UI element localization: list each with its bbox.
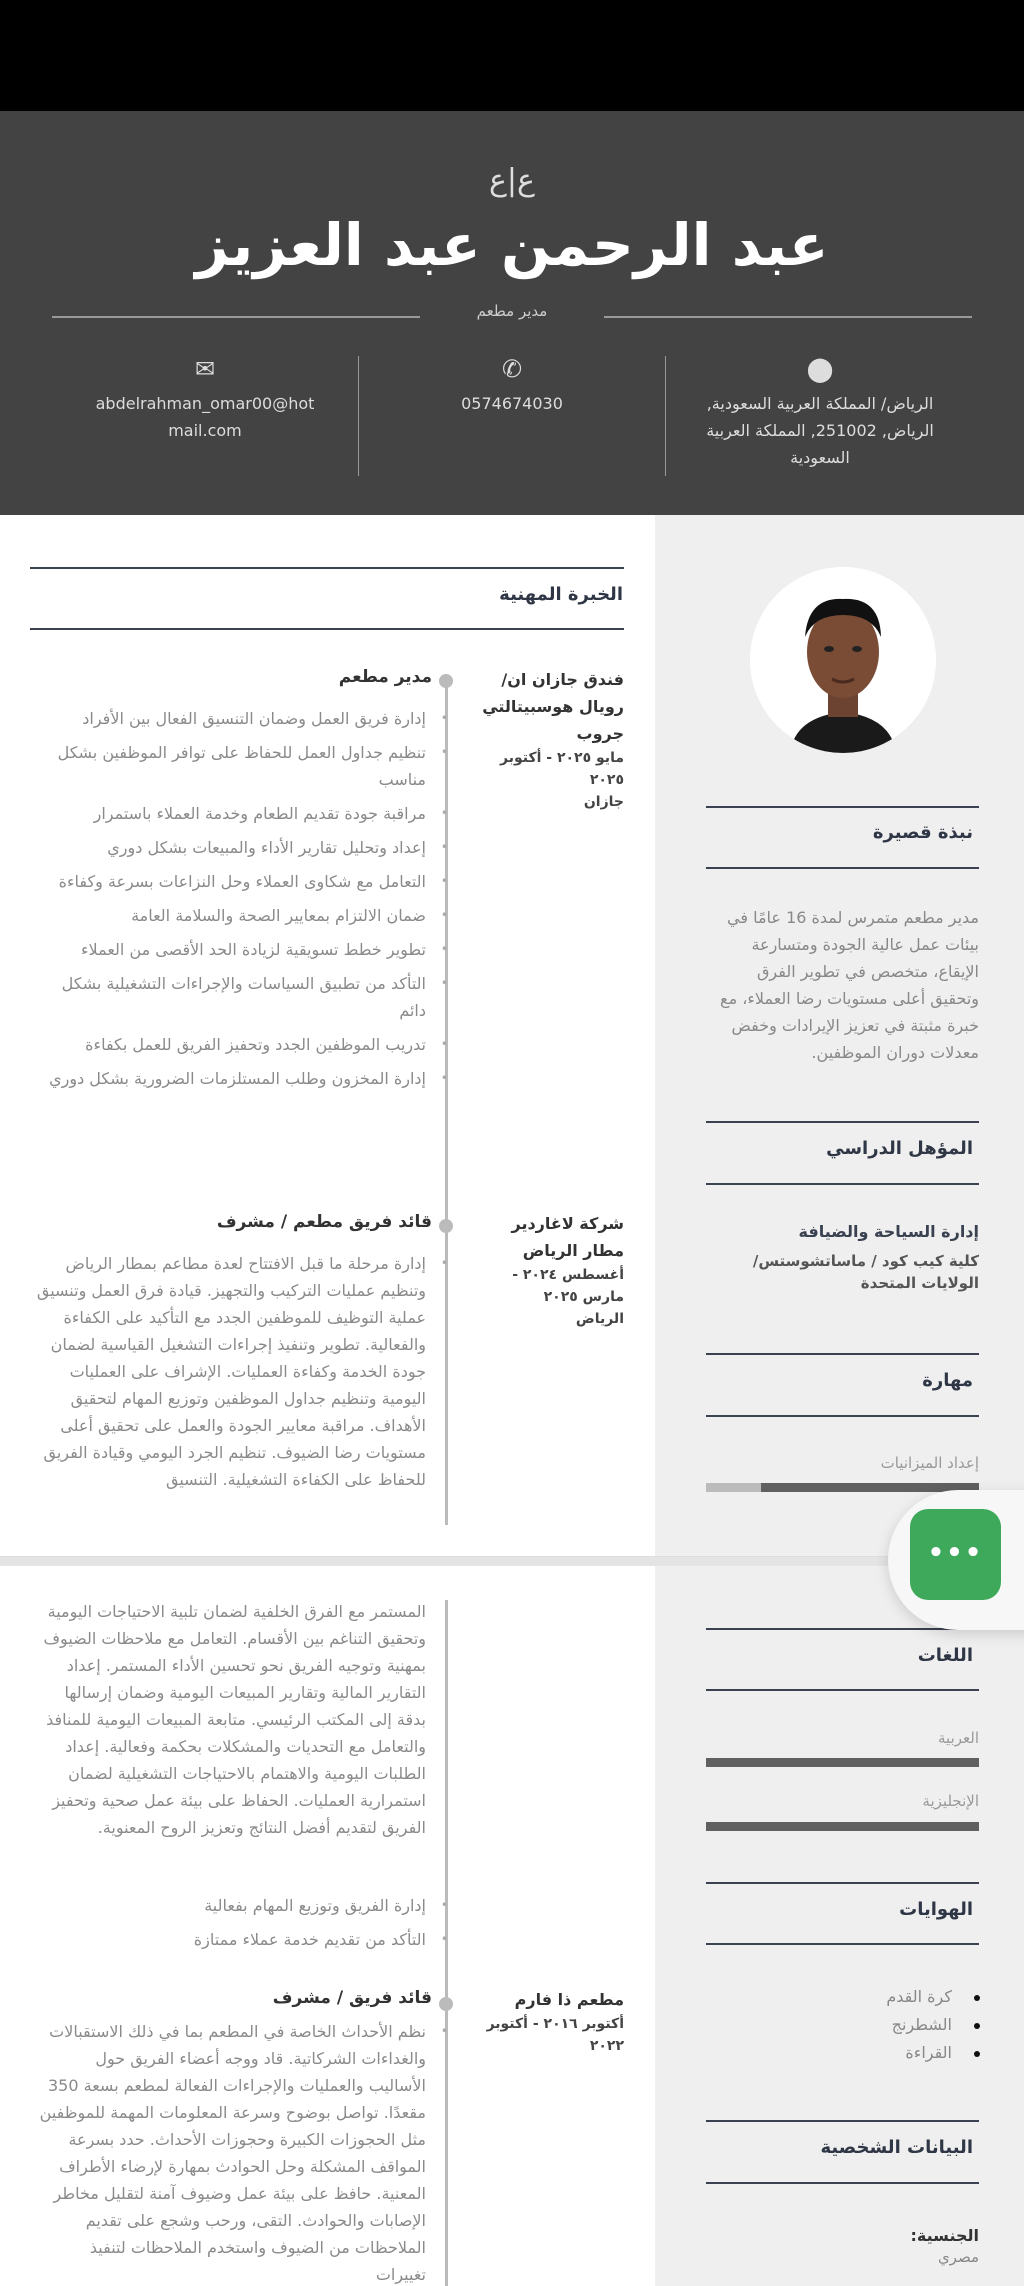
company-name: فندق جازان ان/ رويال هوسبيتالتي جروب <box>482 670 624 743</box>
section-rule <box>30 567 624 569</box>
section-rule <box>706 867 979 869</box>
timeline-dot <box>439 1997 453 2011</box>
nationality-label: الجنسية: <box>910 2226 979 2245</box>
list-item: كرة القدم <box>709 1983 982 2011</box>
list-item: الشطرنج <box>709 2011 982 2039</box>
section-title: المؤهل الدراسي <box>826 1138 973 1159</box>
job-location: الرياض <box>575 1311 624 1327</box>
job-dates: أغسطس ٢٠٢٤ - مارس ٢٠٢٥ <box>512 1267 624 1305</box>
more-dots-icon: ••• <box>927 1538 984 1568</box>
envelope-icon: ✉ <box>194 355 216 383</box>
job-dates: مايو ٢٠٢٥ - أكتوبر ٢٠٢٥ <box>500 750 624 788</box>
job-bullets <box>36 1250 426 1500</box>
job-role: مدير مطعم <box>338 667 432 687</box>
contact-address <box>705 356 935 471</box>
list-item: • نظم الأحداث الخاصة في المطعم بما في ذلك الاستقبالات والغداءات الشركاتية. قاد ووجه أعضاء الفريق حول الأساليب والعمليات والإجراءات الفعالة لمطعم بسعة 350 مقعدًا. تواصل بوضوح وسرعة المعلومات المهمة للموظفين مثل الحجوزات الكبيرة وحجوزات الأحداث. حدد بسرعة المواقف المشكلة وحل الحوادث بمهارة لإرضاء الأطراف المعنية. حافظ على بيئة عمل وضيوف آمنة لتقليل مخاطر الإصابات والحوادث. التقى، ورحب وشجع على تقديم الملاحظات من الضيوف واستخدم الملاحظات لتنفيذ تغييرات <box>36 2018 426 2286</box>
job-bullets <box>36 1892 426 1960</box>
section-rule <box>706 806 979 808</box>
section-title: الهوايات <box>899 1899 973 1920</box>
skill-level-bar <box>706 1483 979 1492</box>
list-item: • تطوير خطط تسويقية لزيادة الحد الأقصى من العملاء <box>36 936 426 963</box>
section-title: الخبرة المهنية <box>499 584 623 605</box>
divider <box>604 316 972 318</box>
list-item: • إدارة الفريق وتوزيع المهام بفعالية <box>36 1892 426 1919</box>
list-item: • تنظيم جداول العمل للحفاظ على توافر الموظفين بشكل مناسب <box>36 739 426 793</box>
list-item: • التعامل مع شكاوى العملاء وحل النزاعات بسرعة وكفاءة <box>36 868 426 895</box>
nationality-value: مصري <box>937 2248 979 2266</box>
email-text[interactable]: abdelrahman_omar00@hotmail.com <box>95 394 315 440</box>
language-label: الإنجليزية <box>922 1792 979 1810</box>
contact-email[interactable] <box>90 356 320 444</box>
candidate-name: عبد الرحمن عبد العزيز <box>195 211 829 279</box>
section-title: نبذة قصيرة <box>872 822 973 843</box>
language-level-bar <box>706 1758 979 1767</box>
job-role: قائد فريق / مشرف <box>272 1988 432 2008</box>
job-title: مدير مطعم <box>476 302 548 320</box>
school-name: كلية كيب كود / ماساتشوستس/ الولايات المتحدة <box>752 1252 979 1292</box>
profile-photo <box>750 567 936 753</box>
language-level-bar <box>706 1822 979 1831</box>
job-role: قائد فريق مطعم / مشرف <box>216 1212 432 1232</box>
section-rule <box>706 1415 979 1417</box>
company-name: شركة لاغاردير مطار الرياض <box>511 1214 624 1260</box>
list-item: القراءة <box>709 2039 982 2067</box>
job-bullets <box>36 705 426 1099</box>
timeline-dot <box>439 674 453 688</box>
section-rule <box>706 1353 979 1355</box>
list-item: • ضمان الالتزام بمعايير الصحة والسلامة العامة <box>36 902 426 929</box>
list-item: • إعداد وتحليل تقارير الأداء والمبيعات بشكل دوري <box>36 834 426 861</box>
job-bullets <box>36 2018 426 2286</box>
section-rule <box>706 1882 979 1884</box>
list-item: • مراقبة جودة تقديم الطعام وخدمة العملاء باستمرار <box>36 800 426 827</box>
language-level-fill <box>706 1758 979 1767</box>
section-rule <box>706 1183 979 1185</box>
resume-header <box>0 111 1024 515</box>
section-rule <box>706 2120 979 2122</box>
list-item: • إدارة المخزون وطلب المستلزمات الضرورية بشكل دوري <box>36 1065 426 1092</box>
more-options-button[interactable] <box>910 1509 1001 1600</box>
section-rule <box>706 2182 979 2184</box>
page-break <box>0 1556 1024 1566</box>
summary-text: مدير مطعم متمرس لمدة 16 عامًا في بيئات عمل عالية الجودة ومتسارعة الإيقاع، متخصص في تطوير الفرق وتحقيق أعلى مستويات رضا العملاء، مع خبرة مثبتة في تعزيز الإيرادات وخفض معدلات دوران الموظفين. <box>720 908 979 1062</box>
section-rule <box>706 1689 979 1691</box>
location-pin-icon: ⬤ <box>806 355 834 383</box>
job-company <box>470 666 624 813</box>
job-company <box>470 1986 624 2057</box>
phone-icon: ✆ <box>501 355 523 383</box>
skill-label: إعداد الميزانيات <box>880 1454 979 1472</box>
monogram-logo: ع|ع <box>489 163 535 198</box>
section-rule <box>30 628 624 630</box>
job-location: جازان <box>583 794 624 810</box>
avatar-image <box>750 567 936 753</box>
section-rule <box>706 1943 979 1945</box>
job-bullets <box>36 1598 426 1848</box>
list-item: • التأكد من تطبيق السياسات والإجراءات التشغيلية بشكل دائم <box>36 970 426 1024</box>
top-black-bar <box>0 0 1024 111</box>
section-title: اللغات <box>917 1645 973 1666</box>
section-title: مهارة <box>922 1370 973 1391</box>
section-rule <box>706 1628 979 1630</box>
phone-text[interactable]: 0574674030 <box>461 394 563 413</box>
language-label: العربية <box>938 1729 979 1747</box>
job-dates: أكتوبر ٢٠١٦ - أكتوبر ٢٠٢٢ <box>486 2016 624 2054</box>
hobbies-list <box>709 1983 982 2067</box>
timeline-dot <box>439 1219 453 1233</box>
list-item: • التأكد من تقديم خدمة عملاء ممتازة <box>36 1926 426 1953</box>
section-title: البيانات الشخصية <box>820 2137 973 2158</box>
contact-phone[interactable] <box>400 356 624 417</box>
list-item: • إدارة فريق العمل وضمان التنسيق الفعال بين الأفراد <box>36 705 426 732</box>
language-level-fill <box>706 1822 979 1831</box>
job-company <box>470 1210 624 1330</box>
company-name: مطعم ذا فارم <box>514 1990 624 2009</box>
address-text: الرياض/ المملكة العربية السعودية, الرياض, 251002, المملكة العربية السعودية <box>706 394 934 467</box>
bullet-item: • إدارة مرحلة ما قبل الافتتاح لعدة مطاعم بمطار الرياض وتنظيم عمليات التركيب والتجهيز. قيادة فرق العمل وتنسيق عملية التوظيف للموظفين الجدد مع التأكيد على الكفاءة والفعالية. تطوير وتنفيذ إجراءات التشغيل القياسية لضمان جودة الخدمة وكفاءة العمليات. الإشراف على العمليات اليومية وتنظيم جداول الموظفين وتوزيع المهام لتحقيق الأهداف. مراقبة معايير الجودة والعمل على تحقيق أعلى مستويات رضا الضيوف. تنظيم الجرد اليومي وقيادة الفريق للحفاظ على الكفاءة التشغيلية. التنسيق <box>36 1250 426 1493</box>
list-item: • تدريب الموظفين الجدد وتحفيز الفريق للعمل بكفاءة <box>36 1031 426 1058</box>
section-rule <box>706 1121 979 1123</box>
divider <box>665 356 666 476</box>
bullet-item-continued: المستمر مع الفرق الخلفية لضمان تلبية الاحتياجات اليومية وتحقيق التناغم بين الأقسام. التعامل مع ملاحظات الضيوف بمهنية وتوجيه الفريق نحو تحسين الأداء المستمر. إعداد التقارير المالية وتقارير المبيعات اليومية وضمان إرسالها بدقة إلى المكتب الرئيسي. متابعة المبيعات اليومية للمنافذ والتعامل مع التحديات والمشكلات بحكمة وفعالية. إعداد الطلبات اليومية والاهتمام بالاحتياجات التشغيلية لضمان استمرارية العمليات. الحفاظ على بيئة عمل صحية وتحفيز الفريق لتقديم أفضل النتائج وتعزيز الروح المعنوية. <box>43 1602 426 1837</box>
degree-name: إدارة السياحة والضيافة <box>798 1222 979 1241</box>
divider <box>358 356 359 476</box>
